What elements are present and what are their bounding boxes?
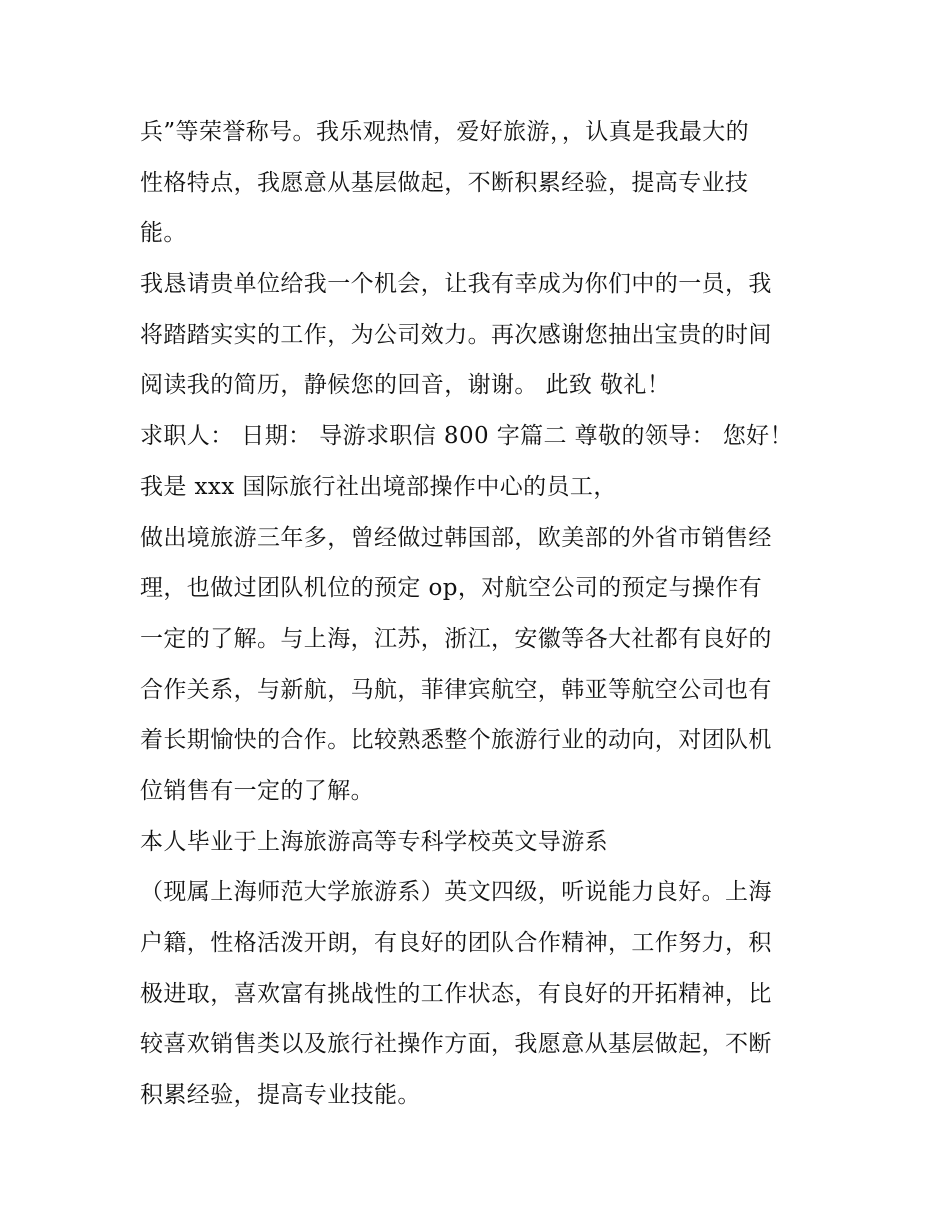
text-line: 我恳请贵单位给我一个机会，让我有幸成为你们中的一员，我 [140,271,772,298]
text-line: 极进取，喜欢富有挑战性的工作状态，有良好的开拓精神，比 [140,980,772,1007]
text-line: 一定的了解。与上海，江苏，浙江，安徽等各大社都有良好的 [140,625,772,652]
text-line: 户籍，性格活泼开朗，有良好的团队合作精神，工作努力，积 [140,930,772,956]
text-line: （现属上海师范大学旅游系）英文四级，听说能力良好。上海 [140,879,772,906]
text-line: 合作关系，与新航，马航，菲律宾航空，韩亚等航空公司也有 [140,676,772,703]
text-line: 兵”等荣誉称号。我乐观热情，爱好旅游，，认真是我最大的 [140,119,750,145]
text-line: 着长期愉快的合作。比较熟悉整个旅游行业的动向，对团队机 [140,727,772,754]
text-line: 将踏踏实实的工作，为公司效力。再次感谢您抽出宝贵的时间 [140,321,772,348]
text-line: 性格特点，我愿意从基层做起，不断积累经验，提高专业技 [140,169,749,196]
text-line: 本人毕业于上海旅游高等专科学校英文导游系 [140,828,608,855]
text-line: 做出境旅游三年多，曾经做过韩国部，欧美部的外省市销售经 [140,524,772,551]
text-line: 能。 [140,220,187,247]
text-line: 积累经验，提高专业技能。 [140,1082,421,1109]
text-line: 求职人： 日期： 导游求职信 800 字篇二 尊敬的领导： 您好！ [140,423,793,450]
text-line: 我是 xxx 国际旅行社出境部操作中心的员工， [140,473,617,500]
text-line: 位销售有一定的了解。 [140,777,374,804]
text-line: 阅读我的简历，静候您的回音，谢谢。 此致 敬礼！ [140,372,671,399]
text-line: 理，也做过团队机位的预定 op，对航空公司的预定与操作有 [140,575,763,602]
document-body [140,107,820,1121]
text-line: 较喜欢销售类以及旅行社操作方面，我愿意从基层做起，不断 [140,1031,772,1058]
